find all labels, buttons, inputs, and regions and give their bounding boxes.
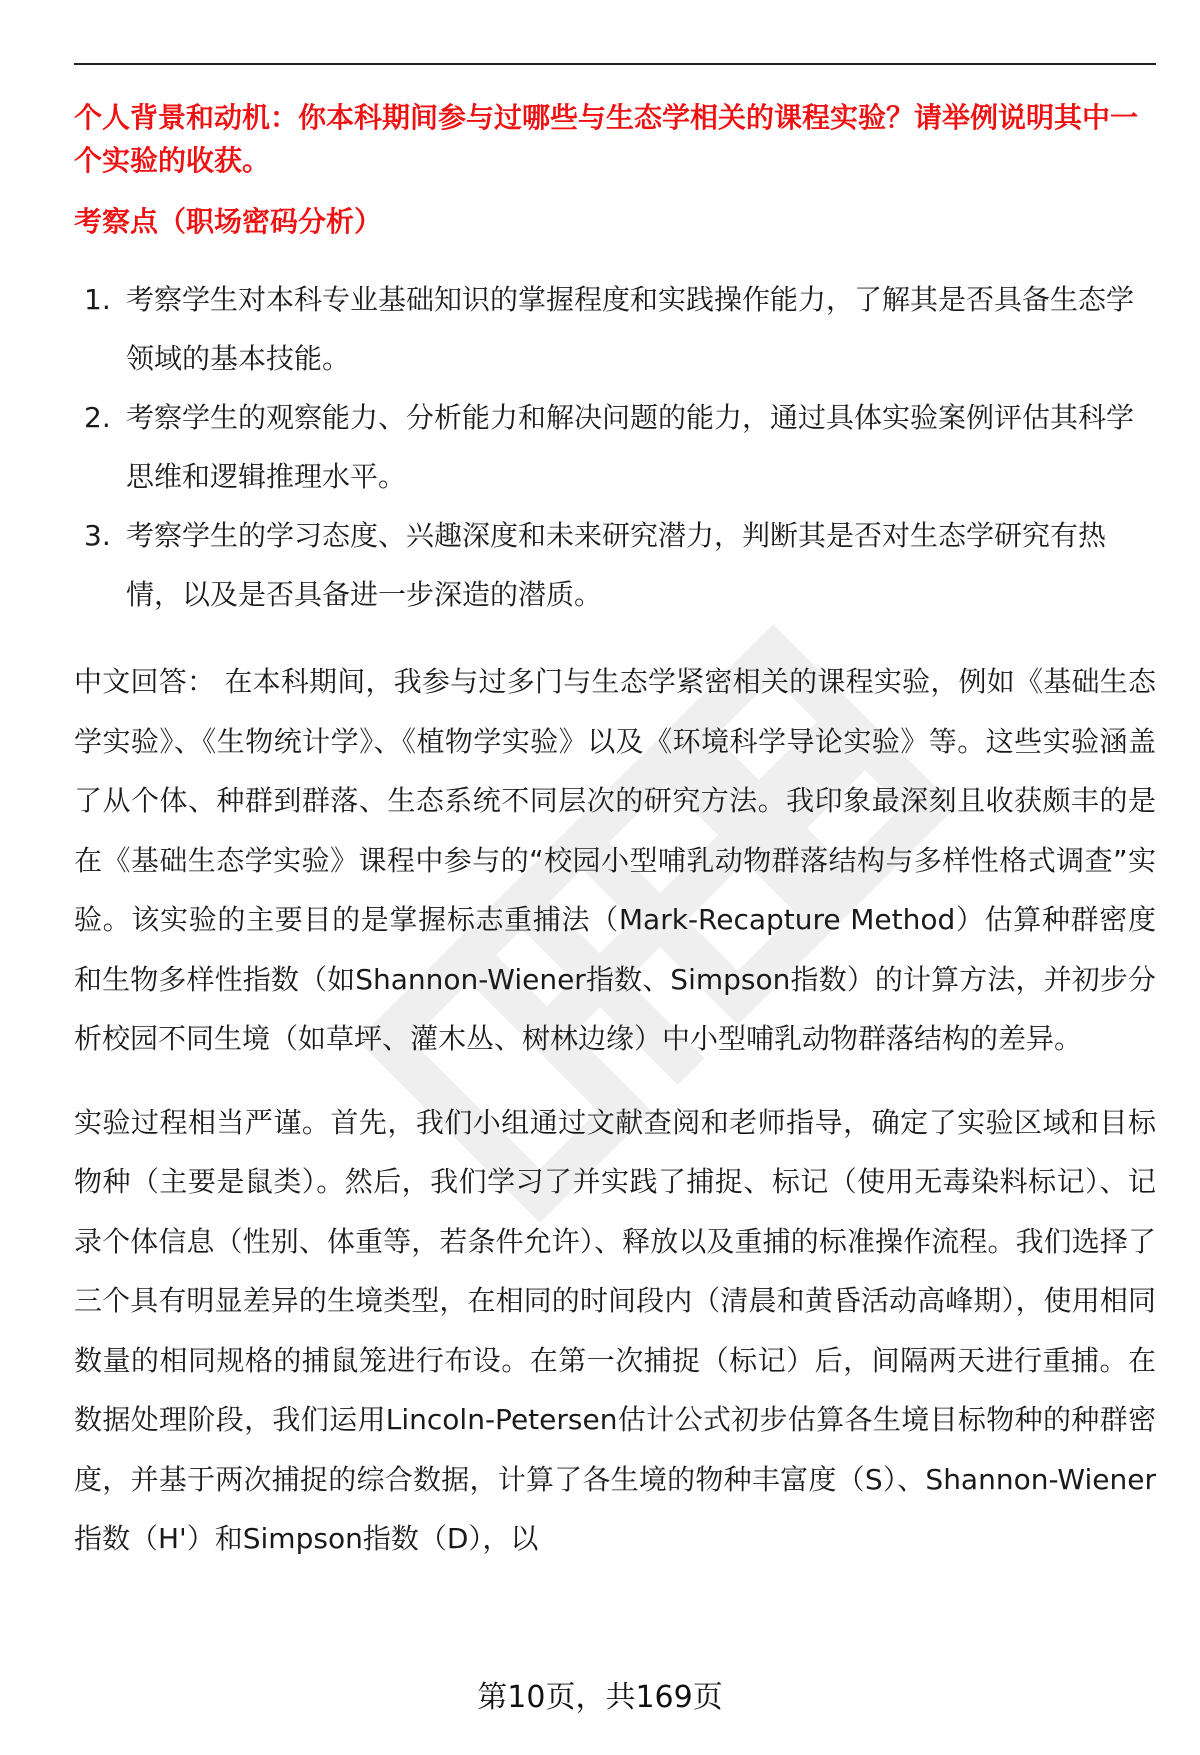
header-rule — [74, 63, 1156, 65]
assessment-list — [74, 270, 1156, 624]
assessment-item — [74, 506, 1156, 624]
item-number: 1. — [84, 283, 111, 316]
item-text: 考察学生的学习态度、兴趣深度和未来研究潜力，判断其是否对生态学研究有热情，以及是否具备进一步深造的潜质。 — [126, 519, 1107, 611]
item-text: 考察学生对本科专业基础知识的掌握程度和实践操作能力，了解其是否具备生态学领域的基本技能。 — [126, 283, 1135, 375]
assessment-item — [74, 270, 1156, 388]
assessment-item — [74, 388, 1156, 506]
question-heading: 个人背景和动机：你本科期间参与过哪些与生态学相关的课程实验？请举例说明其中一个实验的收获。 — [74, 101, 1139, 177]
item-number: 3. — [84, 519, 111, 552]
page-number: 第10页，共169页 — [477, 1680, 723, 1715]
answer-paragraph: 实验过程相当严谨。首先，我们小组通过文献查阅和老师指导，确定了实验区域和目标物种（主要是鼠类）。然后，我们学习了并实践了捕捉、标记（使用无毒染料标记）、记录个体信息（性别、体重等，若条件允许）、释放以及重捕的标准操作流程。我们选择了三个具有明显差异的生境类型，在相同的时间段内（清晨和黄昏活动高峰期），使用相同数量的相同规格的捕鼠笼进行布设。在第一次捕捉（标记）后，间隔两天进行重捕。在数据处理阶段，我们运用Lincoln-Petersen估计公式初步估算各生境目标物种的种群密度，并基于两次捕捉的综合数据，计算了各生境的物种丰富度（S）、Shannon-Wiener指数（H'）和Simpson指数（D），以 — [74, 1105, 1156, 1555]
answer-paragraph: 中文回答： 在本科期间，我参与过多门与生态学紧密相关的课程实验，例如《基础生态学实验》、《生物统计学》、《植物学实验》以及《环境科学导论实验》等。这些实验涵盖了从个体、种群到群落、生态系统不同层次的研究方法。我印象最深刻且收获颇丰的是在《基础生态学实验》课程中参与的“校园小型哺乳动物群落结构与多样性格式调查”实验。该实验的主要目的是掌握标志重捕法（Mark-Recapture Method）估算种群密度和生物多样性指数（如Shannon-Wiener指数、Simpson指数）的计算方法，并初步分析校园不同生境（如草坪、灌木丛、树林边缘）中小型哺乳动物群落结构的差异。 — [74, 665, 1156, 1055]
document-body — [74, 96, 1156, 1569]
item-text: 考察学生的观察能力、分析能力和解决问题的能力，通过具体实验案例评估其科学思维和逻辑推理水平。 — [126, 401, 1135, 493]
item-number: 2. — [84, 401, 111, 434]
assessment-heading: 考察点（职场密码分析） — [74, 205, 383, 238]
